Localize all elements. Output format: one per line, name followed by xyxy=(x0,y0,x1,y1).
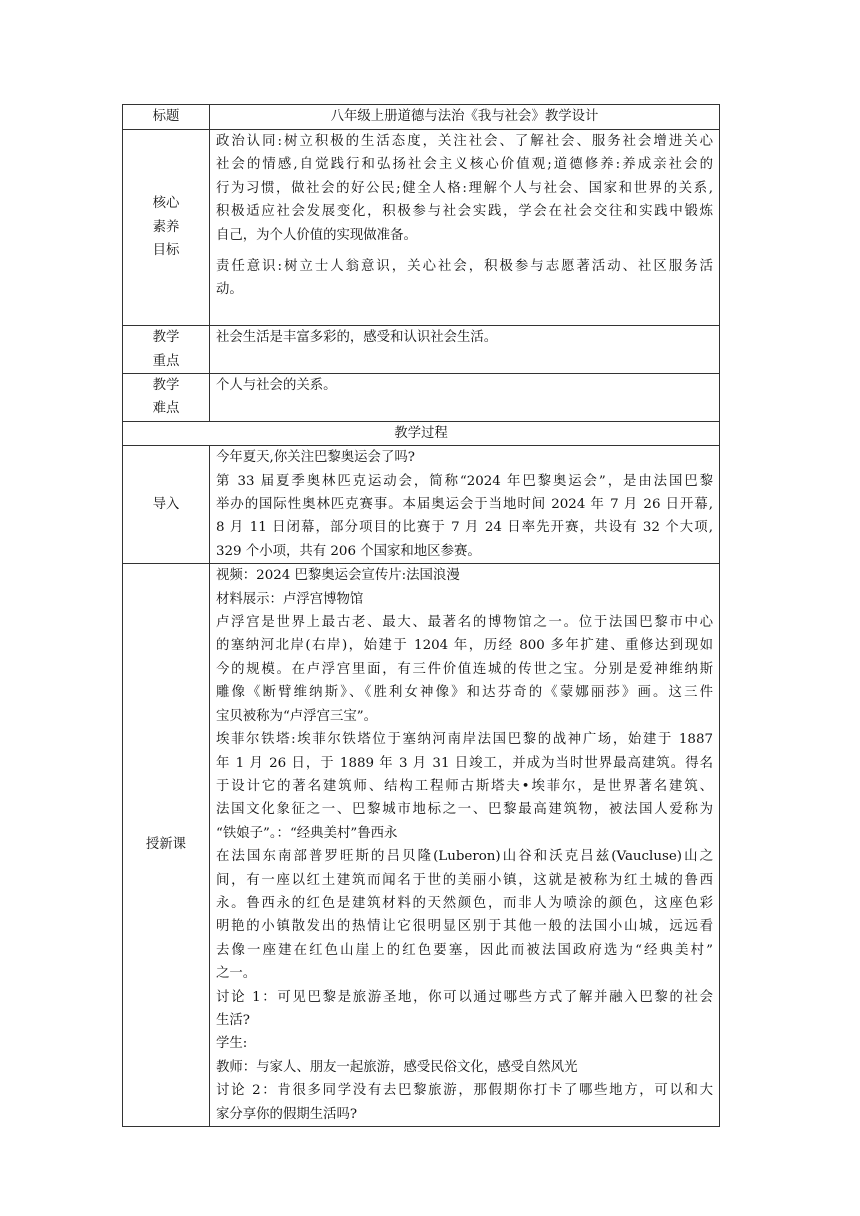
title-value: 八年级上册道德与法治《我与社会》教学设计 xyxy=(210,105,720,130)
text-line: 于设计它的著名建筑师、结构工程师古斯塔夫•埃菲尔，是世界著名建筑、 xyxy=(216,778,713,794)
text-line: 今的规模。在卢浮宫里面，有三件价值连城的传世之宝。分别是爱神维纳斯 xyxy=(216,661,713,677)
core-literacy-row xyxy=(123,130,720,326)
key-point-row xyxy=(123,326,720,374)
text-line: 明艳的小镇散发出的热情让它很明显区别于其他一般的法国小山城，远远看 xyxy=(216,919,713,935)
difficulty-value: 个人与社会的关系。 xyxy=(210,374,720,422)
lesson-plan-document xyxy=(122,104,720,1127)
key-point-value: 社会生活是丰富多彩的，感受和认识社会生活。 xyxy=(210,326,720,374)
new-lesson-row xyxy=(123,564,720,1127)
process-header-row xyxy=(123,421,720,445)
key-point-label-line: 教学 xyxy=(152,330,180,346)
text-line: 间，有一座以红土建筑而闻名于世的美丽小镇，这就是被称为红土城的鲁西 xyxy=(216,872,713,888)
text-line: 学生: xyxy=(216,1036,248,1052)
text-line: 年 1 月 26 日，于 1889 年 3 月 31 日竣工，并成为当时世界最高建筑。得名 xyxy=(216,755,713,771)
core-literacy-label xyxy=(123,130,210,326)
text-line: 家分享你的假期生活吗? xyxy=(216,1106,358,1122)
difficulty-row xyxy=(123,374,720,422)
lesson-plan-table xyxy=(122,104,720,1127)
text-line: 责任意识:树立士人翁意识，关心社会，积极参与志愿著活动、社区服务活 xyxy=(216,259,713,275)
new-lesson-content xyxy=(210,564,720,1127)
text-line: 行为习惯，做社会的好公民;健全人格:理解个人与社会、国家和世界的关系, xyxy=(216,180,713,196)
new-lesson-label: 授新课 xyxy=(123,564,210,1127)
text-line: 第 33 届夏季奥林匹克运动会，简称“2024 年巴黎奥运会”，是由法国巴黎 xyxy=(216,473,713,489)
key-point-label-line: 重点 xyxy=(152,353,180,369)
text-line: 在法国东南部普罗旺斯的吕贝隆(Luberon)山谷和沃克吕兹(Vaucluse)山之 xyxy=(216,849,713,865)
text-line: 之一。 xyxy=(216,966,257,982)
intro-row xyxy=(123,446,720,564)
text-line: 卢浮宫是世界上最古老、最大、最著名的博物馆之一。位于法国巴黎市中心 xyxy=(216,615,713,631)
text-line: 自己，为个人价值的实现做准备。 xyxy=(216,227,417,243)
responsibility-paragraph xyxy=(216,255,713,302)
text-line: 329 个小项，共有 206 个国家和地区参赛。 xyxy=(216,543,481,559)
process-header: 教学过程 xyxy=(123,421,720,445)
text-line: 社会的情感,自觉践行和弘扬社会主义核心价值观;道德修养:养成亲社会的 xyxy=(216,157,713,173)
core-literacy-label-line: 核心 xyxy=(152,196,180,212)
core-literacy-label-line: 目标 xyxy=(152,243,180,259)
difficulty-label-line: 难点 xyxy=(152,401,180,417)
text-line: 宝贝被称为“卢浮宫三宝”。 xyxy=(216,708,377,724)
text-line: 法国文化象征之一、巴黎城市地标之一、巴黎最高建筑物，被法国人爱称为 xyxy=(216,802,713,818)
text-line: 去像一座建在红色山崖上的红色要塞，因此而被法国政府选为“经典美村” xyxy=(216,942,713,958)
text-line: 视频：2024 巴黎奥运会宣传片:法国浪漫 xyxy=(216,568,460,584)
text-line: 材料展示：卢浮宫博物馆 xyxy=(216,591,364,607)
intro-label: 导入 xyxy=(123,446,210,564)
text-line: 积极适应社会发展变化，积极参与社会实践，学会在社会交往和实践中锻炼 xyxy=(216,204,713,220)
text-line: 讨论 2：肯很多同学没有去巴黎旅游，那假期你打卡了哪些地方，可以和大 xyxy=(216,1083,713,1099)
text-line: 生活? xyxy=(216,1012,250,1028)
text-line: “铁娘子”。：“经典美村”鲁西永 xyxy=(216,825,398,841)
text-line: 8 月 11 日闭幕，部分项目的比赛于 7 月 24 日率先开赛，共设有 32 个大项, xyxy=(216,520,713,536)
core-literacy-content xyxy=(210,130,720,326)
text-line: 永。鲁西永的红色是建筑材料的天然颜色，而非人为喷涂的颜色，这座色彩 xyxy=(216,895,713,911)
title-row xyxy=(123,105,720,130)
core-literacy-paragraph xyxy=(216,130,713,247)
text-line: 动。 xyxy=(216,282,243,298)
text-line: 政治认同:树立积极的生活态度，关注社会、了解社会、服务社会增进关心 xyxy=(216,134,713,149)
key-point-label xyxy=(123,326,210,374)
text-line: 埃菲尔铁塔:埃菲尔铁塔位于塞纳河南岸法国巴黎的战神广场，始建于 1887 xyxy=(216,732,713,748)
text-line: 讨论 1：可见巴黎是旅游圣地，你可以通过哪些方式了解并融入巴黎的社会 xyxy=(216,989,713,1005)
difficulty-label xyxy=(123,374,210,422)
difficulty-label-line: 教学 xyxy=(152,378,180,393)
text-line: 教师：与家人、朋友一起旅游，感受民俗文化，感受自然风光 xyxy=(216,1059,578,1075)
text-line: 今年夏天,你关注巴黎奥运会了吗? xyxy=(216,450,415,466)
text-line: 的塞纳河北岸(右岸)，始建于 1204 年，历经 800 多年扩建、重修达到现如 xyxy=(216,638,713,654)
core-literacy-label-line: 素养 xyxy=(152,219,180,235)
text-line: 雕像《断臂维纳斯》、《胜利女神像》和达芬奇的《蒙娜丽莎》画。这三件 xyxy=(216,685,713,701)
text-line: 举办的国际性奥林匹克赛事。本届奥运会于当地时间 2024 年 7 月 26 日开幕, xyxy=(216,497,713,513)
intro-content xyxy=(210,446,720,564)
title-label: 标题 xyxy=(123,105,210,130)
